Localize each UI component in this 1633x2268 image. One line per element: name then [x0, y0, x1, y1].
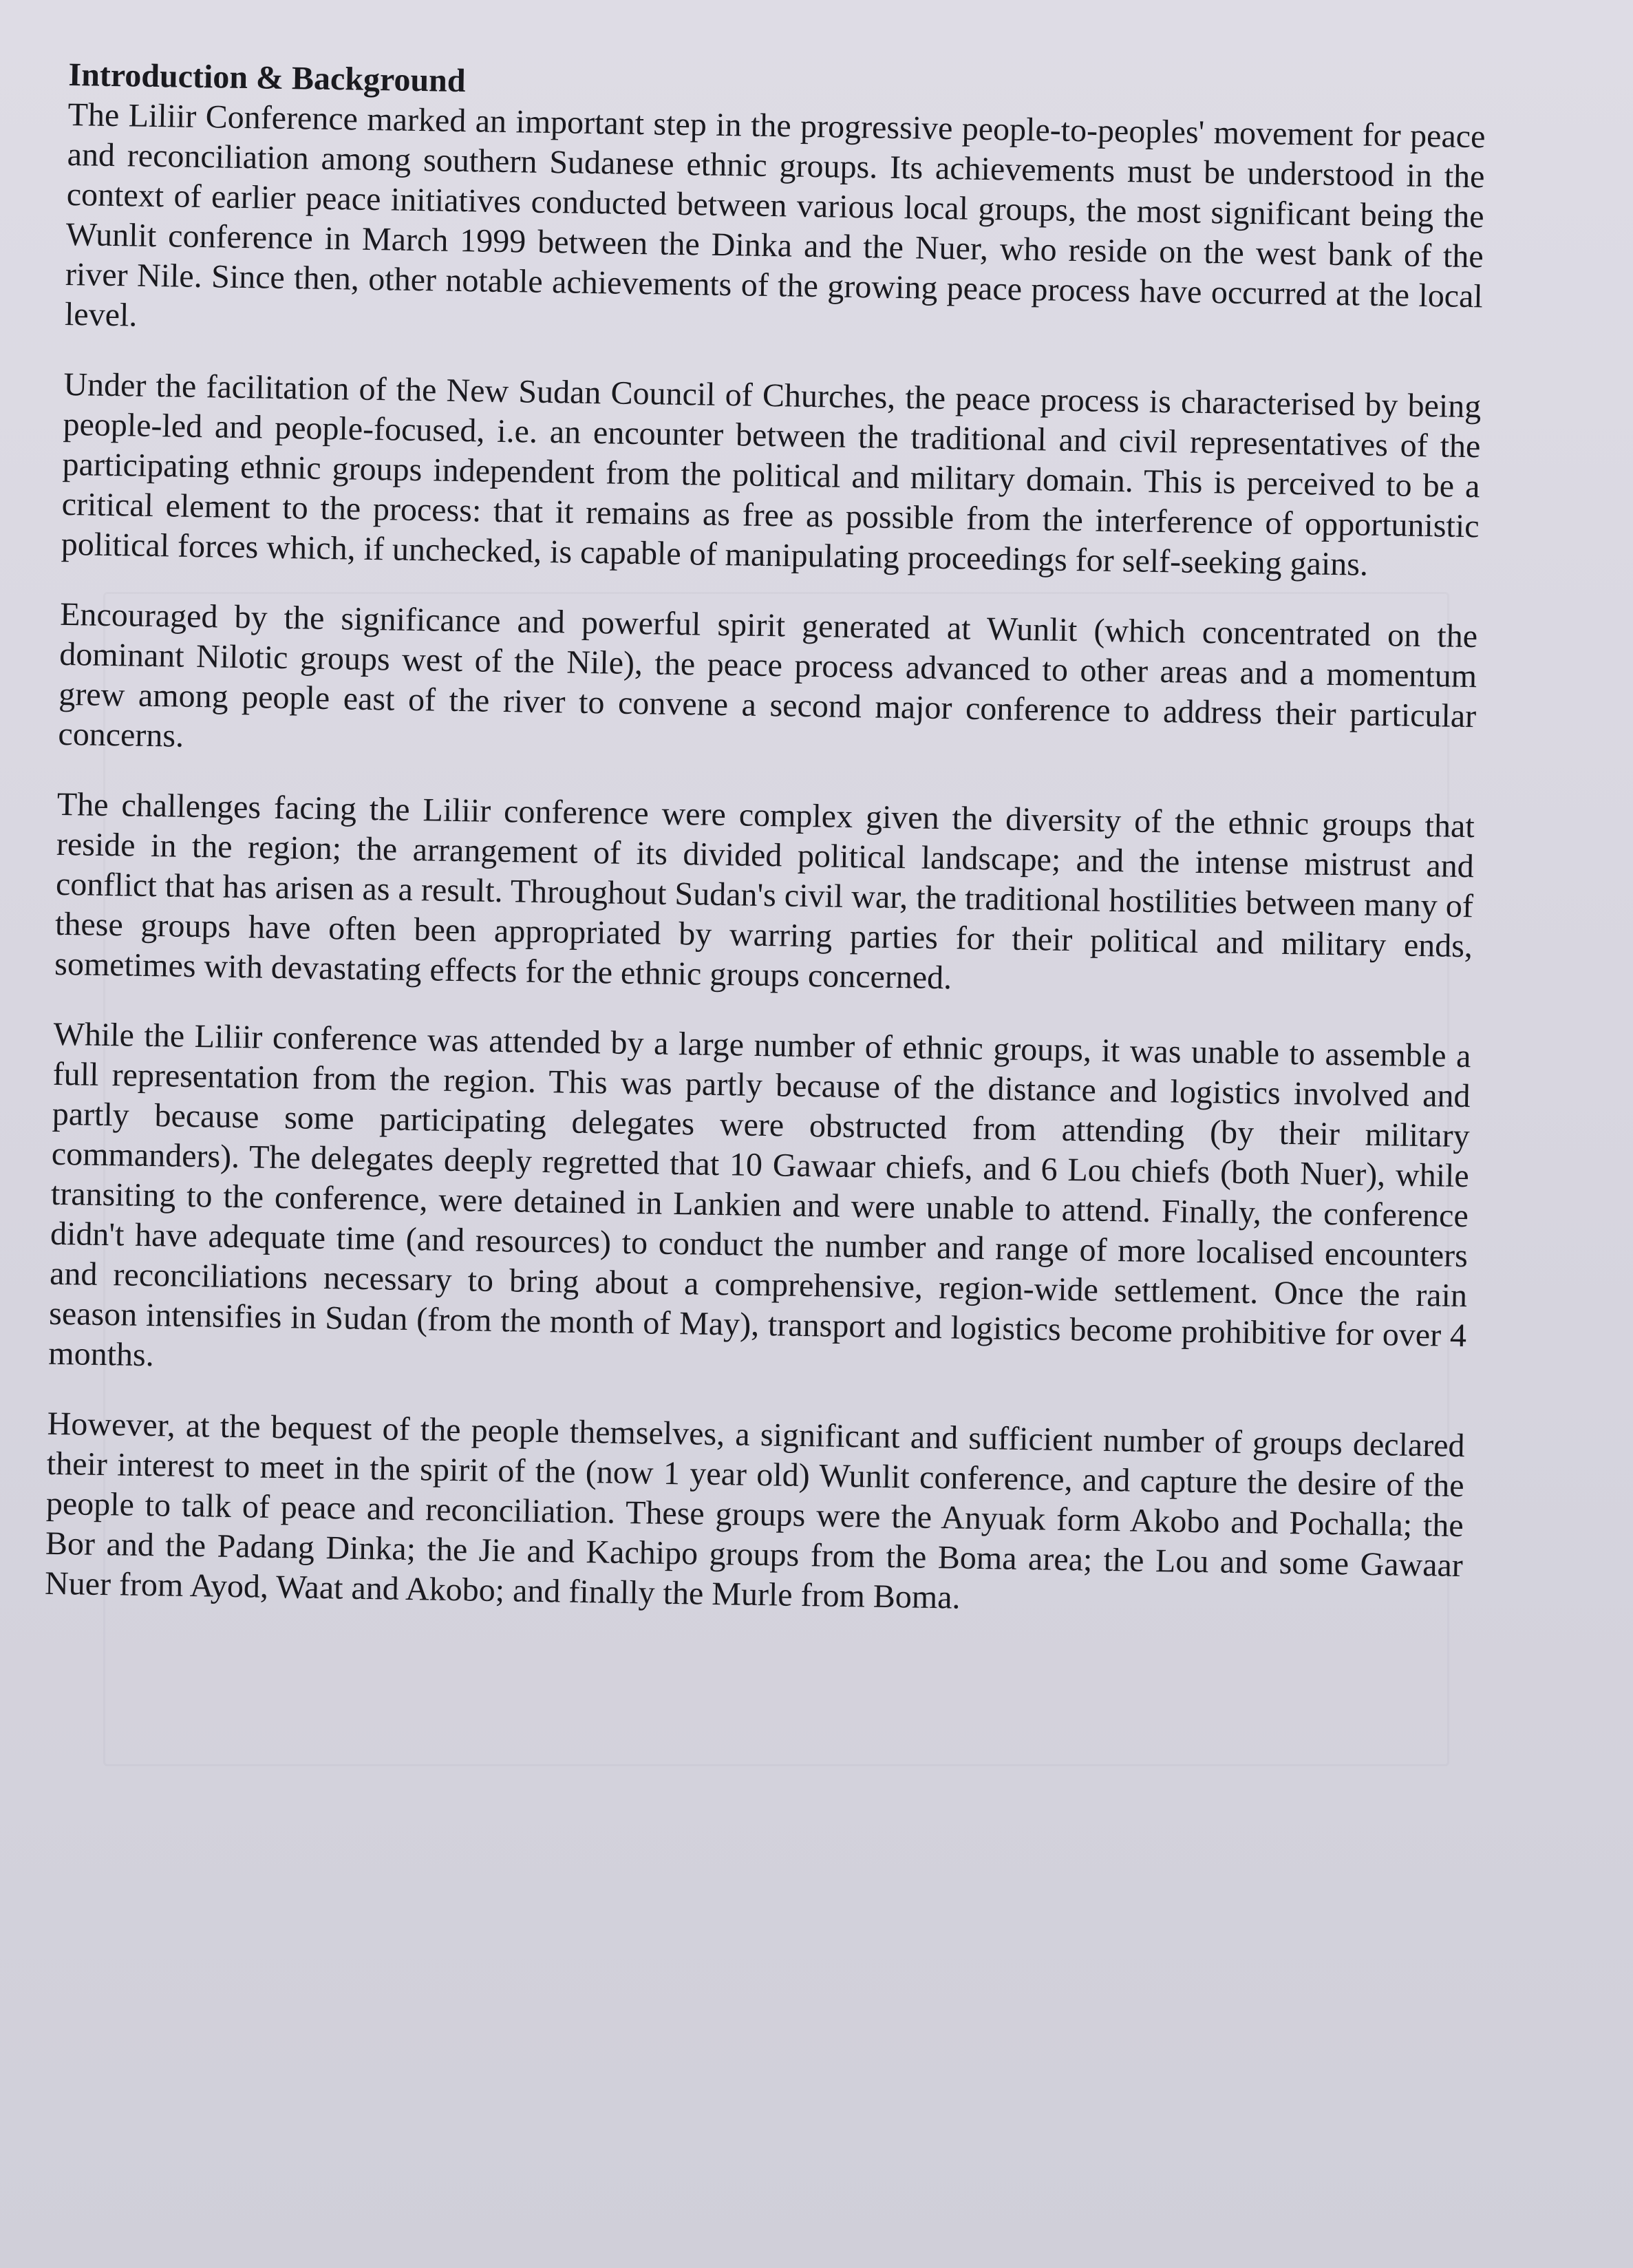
paragraph-intro: The Liliir Conference marked an important step in the progressive people-to-peoples' movement for peace and reconciliation among southern Sudanese ethnic groups. Its achievements must be understood in the context of earlier peace initiatives conducted between various local groups, the most significant being the Wunlit conference in March 1999 between the Dinka and the Nuer, who reside on the west bank of the river Nile. Since then, other notable achievements of the growing peace process have occurred at the local level. — [64, 96, 1486, 334]
paragraph-participating-groups: However, at the bequest of the people themselves, a significant and sufficient number of groups declared their interest to meet in the spirit of the (now 1 year old) Wunlit conference, and capture the desire of the people to talk of peace and reconciliation. These groups were the Anyuak form Akobo and Pochalla; the Bor and the Padang Dinka; the Jie and Kachipo groups from the Boma area; the Lou and some Gawaar Nuer from Ayod, Waat and Akobo; and finally the Murle from Boma. — [44, 1405, 1465, 1616]
section-heading: Introduction & Background — [68, 56, 466, 100]
paragraph-wunlit-momentum: Encouraged by the significance and powerful spirit generated at Wunlit (which concentrated on the dominant Nilotic groups west of the Nile), the peace process advanced to other areas and a momentum grew among people east of the river to convene a second major conference to address their particular concerns. — [58, 595, 1478, 754]
paragraph-challenges: The challenges facing the Liliir conference were complex given the diversity of the ethnic groups that reside in the region; the arrangement of its divided political landscape; and the intense mistrust and conflict that has arisen as a result. Throughout Sudan's civil war, the traditional hostilities between many of these groups have often been appropriated by warring parties for their political and military ends, sometimes with devastating effects for the ethnic groups concerned. — [54, 785, 1475, 997]
paragraph-facilitation: Under the facilitation of the New Sudan Council of Churches, the peace process is characterised by being people-led and people-focused, i.e. an encounter between the traditional and civil representatives of the participating ethnic groups independent from the political and military domain. This is perceived to be a critical element to the process: that it remains as free as possible from the interference of opportunistic political forces which, if unchecked, is capable of manipulating proceedings for self-seeking gains. — [61, 365, 1482, 583]
paragraph-attendance: While the Liliir conference was attended by a large number of ethnic groups, it was unable to assemble a full representation from the region. This was partly because of the distance and logistics involved and partly because some participating delegates were obstructed from attending (by their military commanders). The delegates deeply regretted that 10 Gawaar chiefs, and 6 Lou chiefs (both Nuer), while transiting to the conference, were detained in Lankien and were unable to attend. Finally, the conference didn't have adequate time (and resources) to conduct the number and range of more localised encounters and reconciliations necessary to bring about a comprehensive, region-wide settlement. Once the rain season intensifies in Sudan (from the month of May), transport and logistics become prohibitive for over 4 months. — [47, 1015, 1471, 1374]
document-body — [44, 55, 1486, 1656]
